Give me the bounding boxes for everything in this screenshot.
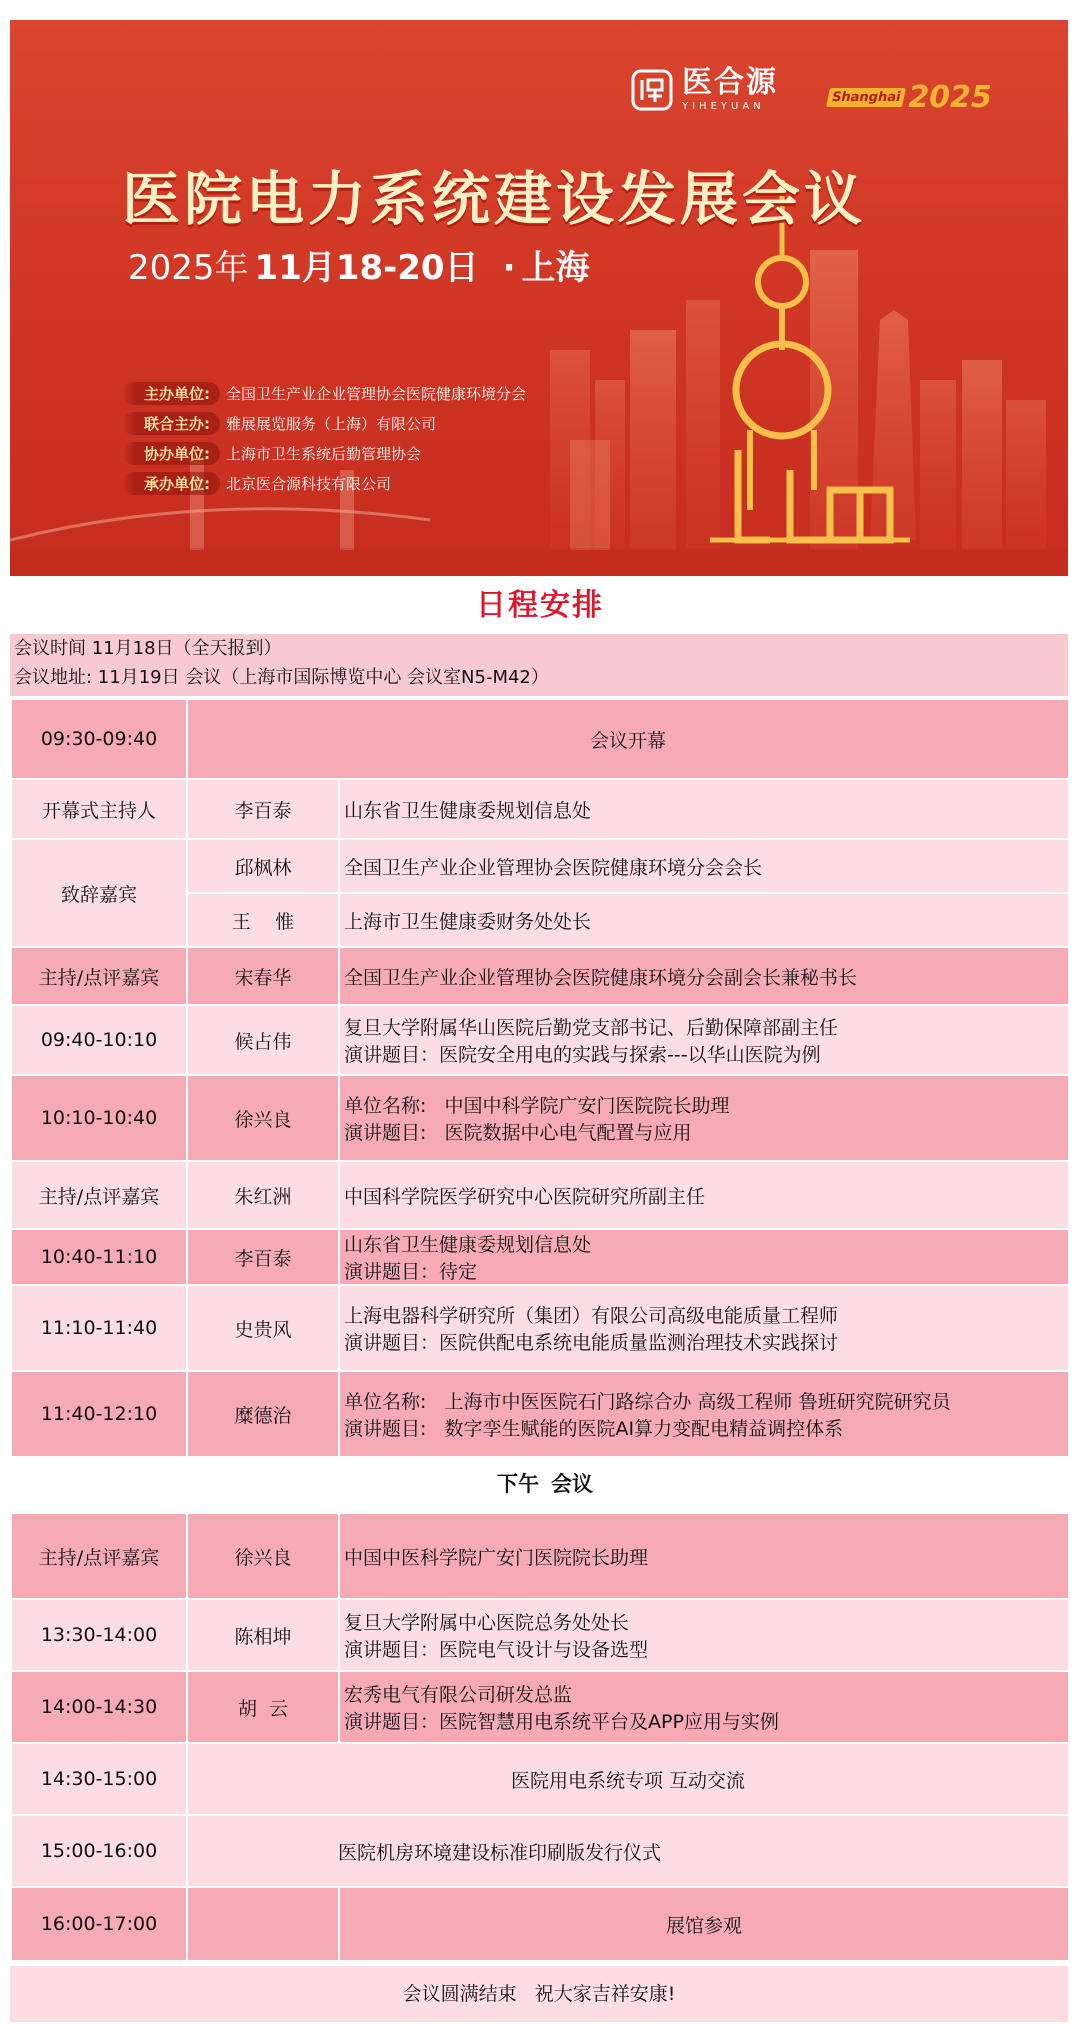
description-cell: 山东省卫生健康委规划信息处: [339, 779, 1069, 839]
time-cell: 14:30-15:00: [11, 1743, 187, 1815]
session-cell: 医院用电系统专项 互动交流: [187, 1743, 1069, 1815]
afternoon-schedule-table: [10, 1512, 1070, 1962]
logo-pinyin: YIHEYUAN: [682, 101, 765, 112]
speaker-cell: 宋春华: [187, 947, 339, 1005]
table-row: [11, 1815, 1069, 1887]
closing-text: 会议圆满结束: [402, 1983, 517, 2005]
organizer-value: 雅展展览服务（上海）有限公司: [226, 414, 437, 433]
organizer-row: [122, 382, 526, 404]
role-cell: 主持/点评嘉宾: [11, 1513, 187, 1599]
yiheyuan-logo-icon: [630, 68, 674, 112]
description-cell: 全国卫生产业企业管理协会医院健康环境分会副会长兼秘书长: [339, 947, 1069, 1005]
date-separator: ·: [502, 248, 516, 288]
table-row: [11, 699, 1069, 779]
affiliation-line: 宏秀电气有限公司研发总监: [344, 1684, 573, 1706]
talk-title-line: 演讲题目：医院智慧用电系统平台及APP应用与实例: [344, 1711, 779, 1733]
speaker-cell: 李百泰: [187, 1229, 339, 1285]
talk-title-line: 演讲题目：医院电气设计与设备选型: [344, 1639, 649, 1661]
time-cell: 16:00-17:00: [11, 1887, 187, 1961]
talk-title-line: 演讲题目：医院安全用电的实践与探索---以华山医院为例: [344, 1044, 821, 1066]
talk-title-line: 演讲题目：医院供配电系统电能质量监测治理技术实践探讨: [344, 1332, 839, 1354]
description-cell: 全国卫生产业企业管理协会医院健康环境分会会长: [339, 839, 1069, 893]
speaker-cell: 胡 云: [187, 1671, 339, 1743]
session-cell: 医院机房环境建设标准印刷版发行仪式: [187, 1815, 1069, 1887]
organizer-row: [122, 472, 526, 494]
role-cell: 主持/点评嘉宾: [11, 947, 187, 1005]
table-row: [11, 1671, 1069, 1743]
closing-message: [10, 1966, 1068, 2022]
conference-banner: [10, 20, 1068, 576]
expo-badge: Shanghai: [826, 88, 906, 107]
afternoon-title: [10, 1458, 1068, 1510]
speaker-cell: 徐兴良: [187, 1513, 339, 1599]
expo-year: 2025: [908, 80, 992, 115]
speaker-cell: 邱枫林: [187, 839, 339, 893]
conference-date: [128, 240, 590, 289]
organizer-list: [122, 382, 526, 502]
affiliation-line: 复旦大学附属中心医院总务处处长: [344, 1612, 630, 1634]
affiliation-line: 单位名称: 中国中科学院广安门医院院长助理: [344, 1095, 730, 1117]
meeting-time: 会议时间 11月18日（全天报到）: [14, 638, 282, 659]
logo-name: 医合源: [682, 65, 778, 100]
description-cell: [339, 1671, 1069, 1743]
organizer-label: 主办单位:: [122, 382, 220, 405]
talk-title-line: 演讲题目：待定: [344, 1261, 478, 1283]
table-row: [11, 839, 1069, 893]
table-row: [11, 1371, 1069, 1457]
afternoon-label: 下午: [497, 1472, 539, 1496]
affiliation-line: 山东省卫生健康委规划信息处: [344, 1234, 592, 1256]
description-cell: [339, 1075, 1069, 1161]
speaker-cell: 糜德治: [187, 1371, 339, 1457]
closing-wish: 祝大家吉祥安康!: [534, 1983, 676, 2005]
conference-city: 上海: [521, 248, 590, 288]
session-cell: 会议开幕: [187, 699, 1069, 779]
time-cell: 14:00-14:30: [11, 1671, 187, 1743]
session-cell: 展馆参观: [339, 1887, 1069, 1961]
morning-schedule-table: [10, 698, 1070, 1458]
organizer-value: 北京医合源科技有限公司: [226, 474, 392, 493]
organizer-label: 承办单位:: [122, 472, 220, 495]
organizer-value: 上海市卫生系统后勤管理协会: [226, 444, 422, 463]
afternoon-meeting-label: 会议: [551, 1472, 593, 1496]
affiliation-line: 复旦大学附属华山医院后勤党支部书记、后勤保障部副主任: [344, 1017, 839, 1039]
date-month-day: 11月18-20日: [254, 248, 479, 288]
organizer-label: 联合主办:: [122, 412, 220, 435]
table-row: [11, 1229, 1069, 1285]
speaker-cell: 陈相坤: [187, 1599, 339, 1671]
time-cell: 09:40-10:10: [11, 1005, 187, 1075]
time-cell: 13:30-14:00: [11, 1599, 187, 1671]
date-year: 2025年: [128, 248, 249, 288]
schedule-title: 日程安排: [476, 588, 604, 623]
organizer-row: [122, 412, 526, 434]
table-row: [11, 1075, 1069, 1161]
talk-title-line: 演讲题目: 医院数据中心电气配置与应用: [344, 1122, 692, 1144]
speaker-cell: 史贵风: [187, 1285, 339, 1371]
time-cell: 09:30-09:40: [11, 699, 187, 779]
affiliation-line: 上海电器科学研究所（集团）有限公司高级电能质量工程师: [344, 1305, 839, 1327]
description-cell: [339, 1371, 1069, 1457]
description-cell: 中国中医科学院广安门医院院长助理: [339, 1513, 1069, 1599]
meeting-address: 会议地址: 11月19日 会议（上海市国际博览中心 会议室N5-M42）: [14, 667, 549, 688]
organizer-row: [122, 442, 526, 464]
time-cell: 10:10-10:40: [11, 1075, 187, 1161]
speaker-cell: 徐兴良: [187, 1075, 339, 1161]
table-row: [11, 1743, 1069, 1815]
role-cell: 主持/点评嘉宾: [11, 1161, 187, 1229]
description-cell: 中国科学院医学研究中心医院研究所副主任: [339, 1161, 1069, 1229]
table-row: [11, 1599, 1069, 1671]
table-row: [11, 1887, 1069, 1961]
description-cell: [339, 1285, 1069, 1371]
speaker-cell: 王 惟: [187, 893, 339, 947]
time-cell: 10:40-11:10: [11, 1229, 187, 1285]
empty-cell: [187, 1887, 339, 1961]
meeting-info: [10, 634, 1068, 696]
description-cell: [339, 1229, 1069, 1285]
talk-title-line: 演讲题目: 数字孪生赋能的医院AI算力变配电精益调控体系: [344, 1418, 844, 1440]
conference-title: 医院电力系统建设发展会议: [122, 165, 867, 233]
description-cell: [339, 1599, 1069, 1671]
table-row: [11, 1005, 1069, 1075]
table-row: [11, 1513, 1069, 1599]
speaker-cell: 候占伟: [187, 1005, 339, 1075]
description-cell: [339, 1005, 1069, 1075]
table-row: [11, 1285, 1069, 1371]
organizer-value: 全国卫生产业企业管理协会医院健康环境分会: [226, 384, 527, 403]
role-cell: 开幕式主持人: [11, 779, 187, 839]
affiliation-line: 单位名称: 上海市中医医院石门路综合办 高级工程师 鲁班研究院研究员: [344, 1391, 951, 1413]
description-cell: 上海市卫生健康委财务处处长: [339, 893, 1069, 947]
role-cell: 致辞嘉宾: [11, 839, 187, 947]
table-row: [11, 779, 1069, 839]
organizer-label: 协办单位:: [122, 442, 220, 465]
time-cell: 11:10-11:40: [11, 1285, 187, 1371]
time-cell: 11:40-12:10: [11, 1371, 187, 1457]
expo-logo: [828, 80, 992, 115]
speaker-cell: 朱红洲: [187, 1161, 339, 1229]
table-row: [11, 947, 1069, 1005]
yiheyuan-logo: [630, 65, 778, 112]
table-row: [11, 1161, 1069, 1229]
time-cell: 15:00-16:00: [11, 1815, 187, 1887]
speaker-cell: 李百泰: [187, 779, 339, 839]
